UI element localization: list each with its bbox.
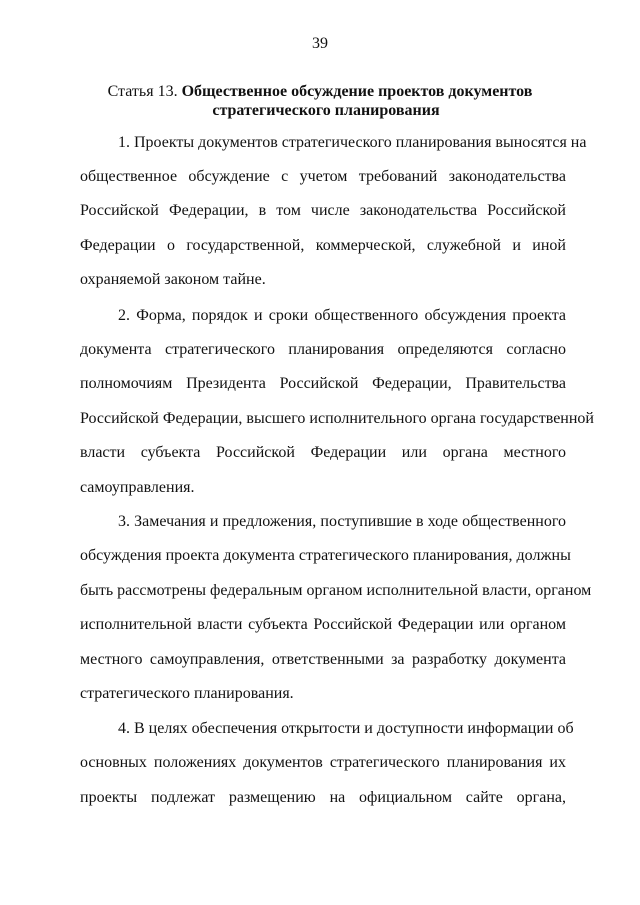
text-line: Российской Федерации, высшего исполнительного органа государственной — [80, 410, 594, 427]
article-heading-line-1 — [0, 82, 640, 101]
article-heading — [0, 82, 640, 120]
article-number: Статья 13. — [107, 83, 182, 100]
text-line: проекты подлежат размещению на официальном сайте органа, — [80, 789, 566, 806]
page-number: 39 — [312, 35, 328, 52]
text-line: 1. Проекты документов стратегического планирования выносятся на — [118, 134, 587, 151]
article-title-part-2: стратегического планирования — [212, 102, 440, 119]
text-line: исполнительной власти субъекта Российской Федерации или органом — [80, 616, 566, 633]
text-line: 2. Форма, порядок и сроки общественного обсуждения проекта — [118, 307, 566, 324]
text-line: самоуправления. — [80, 479, 195, 496]
text-line: стратегического планирования. — [80, 685, 294, 702]
text-line: Федерации о государственной, коммерческой, служебной и иной — [80, 237, 566, 254]
text-line: документа стратегического планирования определяются согласно — [80, 341, 566, 358]
article-title-part-1: Общественное обсуждение проектов документов — [181, 83, 533, 100]
text-line: общественное обсуждение с учетом требований законодательства — [80, 168, 566, 185]
text-line: 3. Замечания и предложения, поступившие в ходе общественного — [118, 513, 566, 530]
text-line: охраняемой законом тайне. — [80, 271, 266, 288]
text-line: местного самоуправления, ответственными за разработку документа — [80, 651, 566, 668]
text-line: Российской Федерации, в том числе законодательства Российской — [80, 202, 566, 219]
text-line: основных положениях документов стратегического планирования их — [80, 754, 566, 771]
text-line: власти субъекта Российской Федерации или органа местного — [80, 444, 566, 461]
text-line: 4. В целях обеспечения открытости и доступности информации об — [118, 720, 574, 737]
text-line: обсуждения проекта документа стратегического планирования, должны — [80, 547, 571, 564]
text-line: быть рассмотрены федеральным органом исполнительной власти, органом — [80, 582, 592, 599]
text-line: полномочиям Президента Российской Федерации, Правительства — [80, 375, 566, 392]
